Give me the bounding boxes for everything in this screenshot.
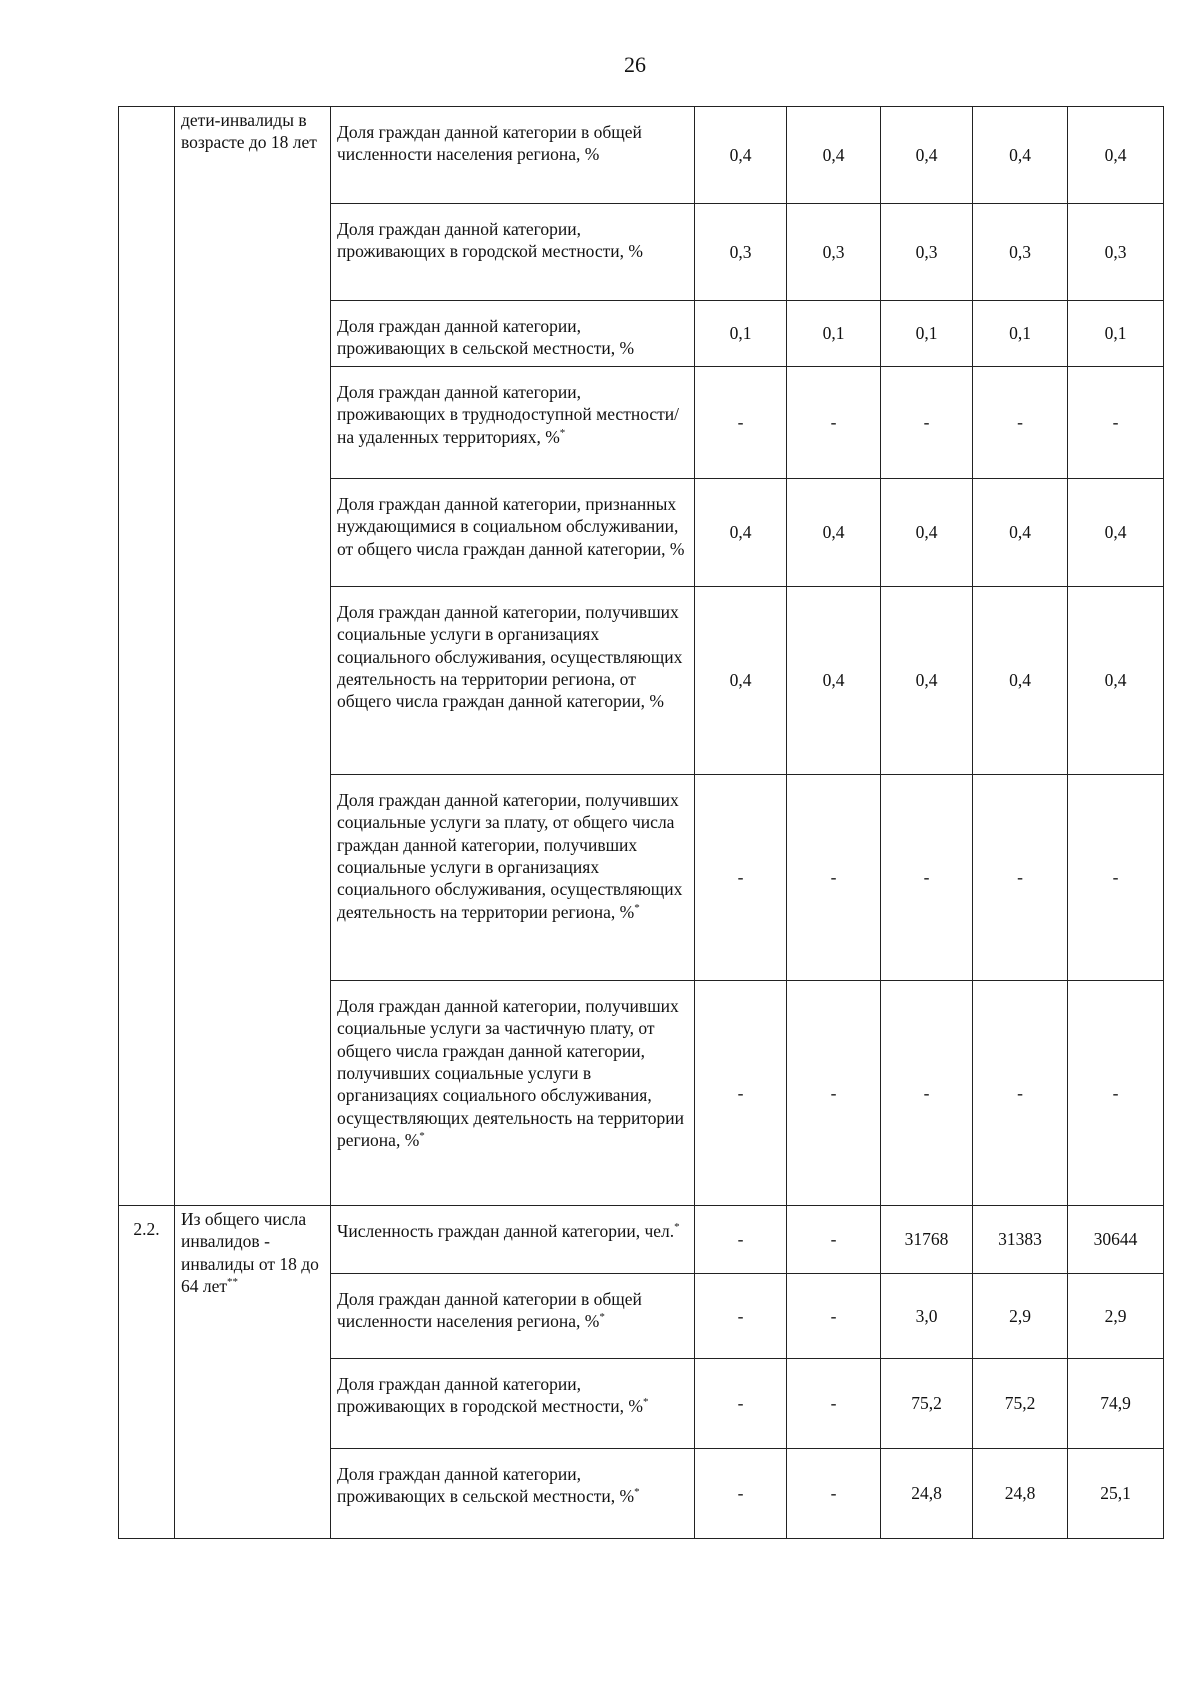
value-cell: - [695, 1205, 787, 1273]
value-cell: 0,4 [695, 586, 787, 774]
category-cell [175, 1205, 331, 1538]
table-row [119, 107, 1164, 204]
value-cell: 0,4 [695, 107, 787, 204]
value-cell: 31383 [973, 1205, 1068, 1273]
value-cell: 0,3 [881, 204, 973, 301]
value-cell: - [695, 366, 787, 478]
indicator-cell [331, 366, 695, 478]
category-cell [175, 107, 331, 1206]
value-cell: 0,4 [1068, 478, 1164, 586]
value-cell: 24,8 [973, 1448, 1068, 1538]
value-cell: 0,1 [973, 301, 1068, 367]
indicator-cell [331, 1448, 695, 1538]
indicator-cell [331, 107, 695, 204]
indicator-text: Доля граждан данной категории, проживающих в городской местности, % [337, 219, 643, 262]
indicator-cell [331, 586, 695, 774]
indicator-text: Численность граждан данной категории, чел. [337, 1220, 675, 1241]
value-cell: - [1068, 774, 1164, 980]
category-label: дети-инвалиды в возрасте до 18 лет [181, 110, 317, 153]
indicator-cell [331, 204, 695, 301]
value-cell: - [787, 1205, 881, 1273]
value-cell: - [787, 774, 881, 980]
value-cell: 74,9 [1068, 1358, 1164, 1448]
indicator-text: Доля граждан данной категории, признанных нуждающимися в социальном обслуживании, от общего числа граждан данной категории, % [337, 493, 685, 559]
indicator-cell [331, 1273, 695, 1358]
value-cell: 31768 [881, 1205, 973, 1273]
value-cell: 0,1 [787, 301, 881, 367]
value-cell: - [787, 1273, 881, 1358]
footnote-mark: * [674, 1220, 680, 1233]
value-cell: 2,9 [973, 1273, 1068, 1358]
footnote-mark: * [634, 1486, 640, 1499]
indicator-text: Доля граждан данной категории, получивших социальные услуги за плату, от общего числа граждан данной категории, получивших социальные услуги в организациях социального обслуживания, осуществляющих деятельность на территории региона, % [337, 789, 683, 922]
value-cell: 0,4 [787, 107, 881, 204]
value-cell: - [695, 1358, 787, 1448]
value-cell: 0,1 [1068, 301, 1164, 367]
table-row [119, 1205, 1164, 1273]
value-cell: 0,4 [1068, 107, 1164, 204]
section-number: 2.2. [119, 1205, 175, 1538]
value-cell: 75,2 [881, 1358, 973, 1448]
value-cell: 0,4 [881, 586, 973, 774]
category-footnote-mark: ** [227, 1276, 239, 1289]
indicator-text: Доля граждан данной категории, получивших социальные услуги в организациях социального обслуживания, осуществляющих деятельность на территории региона, от общего числа граждан данной категории, % [337, 601, 683, 712]
value-cell: - [1068, 980, 1164, 1205]
value-cell: 0,1 [881, 301, 973, 367]
value-cell: - [695, 980, 787, 1205]
value-cell: 0,3 [973, 204, 1068, 301]
value-cell: - [695, 1273, 787, 1358]
indicator-text: Доля граждан данной категории, проживающих в городской местности, % [337, 1373, 643, 1417]
page-number: 26 [624, 52, 646, 77]
indicator-text: Доля граждан данной категории в общей численности населения региона, % [337, 122, 642, 165]
indicator-cell [331, 980, 695, 1205]
value-cell: 2,9 [1068, 1273, 1164, 1358]
value-cell: 25,1 [1068, 1448, 1164, 1538]
value-cell: 24,8 [881, 1448, 973, 1538]
value-cell: - [973, 366, 1068, 478]
indicator-cell [331, 301, 695, 367]
value-cell: - [787, 366, 881, 478]
footnote-mark: * [559, 426, 566, 439]
indicator-text: Доля граждан данной категории в общей численности населения региона, % [337, 1288, 642, 1332]
value-cell: 0,4 [973, 478, 1068, 586]
value-cell: - [787, 1448, 881, 1538]
value-cell: 3,0 [881, 1273, 973, 1358]
footnote-mark: * [419, 1130, 425, 1143]
indicator-cell [331, 478, 695, 586]
footnote-mark: * [634, 901, 640, 914]
value-cell: - [973, 774, 1068, 980]
value-cell: 0,4 [787, 478, 881, 586]
value-cell: 0,3 [787, 204, 881, 301]
footnote-mark: * [642, 1396, 649, 1409]
value-cell: - [695, 774, 787, 980]
value-cell: 0,3 [1068, 204, 1164, 301]
value-cell: 0,1 [695, 301, 787, 367]
value-cell: - [881, 366, 973, 478]
category-label: Из общего числа инвалидов - инвалиды от 18 до 64 лет [181, 1208, 319, 1296]
indicator-text: Доля граждан данной категории, проживающих в сельской местности, % [337, 1463, 635, 1507]
value-cell: - [695, 1448, 787, 1538]
value-cell: - [973, 980, 1068, 1205]
value-cell: - [881, 980, 973, 1205]
value-cell: 0,4 [1068, 586, 1164, 774]
value-cell: - [1068, 366, 1164, 478]
indicator-text: Доля граждан данной категории, получивших социальные услуги за частичную плату, от общего числа граждан данной категории, получивших социальные услуги в организациях социального обслуживания, осуществляющих деятельность на территории региона, % [337, 995, 685, 1151]
value-cell: 0,4 [973, 586, 1068, 774]
value-cell: 0,3 [695, 204, 787, 301]
indicators-table [118, 106, 1164, 1539]
value-cell: - [881, 774, 973, 980]
indicator-cell [331, 1358, 695, 1448]
value-cell: 0,4 [787, 586, 881, 774]
value-cell: - [787, 980, 881, 1205]
value-cell: 0,4 [881, 107, 973, 204]
indicator-text: Доля граждан данной категории, проживающих в сельской местности, % [337, 316, 635, 359]
value-cell: 0,4 [973, 107, 1068, 204]
section-number [119, 107, 175, 1206]
value-cell: 75,2 [973, 1358, 1068, 1448]
value-cell: - [787, 1358, 881, 1448]
value-cell: 0,4 [695, 478, 787, 586]
indicator-text: Доля граждан данной категории, проживающих в труднодоступной местности/на удаленных территориях, % [337, 381, 680, 447]
footnote-mark: * [599, 1311, 605, 1324]
value-cell: 0,4 [881, 478, 973, 586]
indicator-cell [331, 1205, 695, 1273]
value-cell: 30644 [1068, 1205, 1164, 1273]
indicator-cell [331, 774, 695, 980]
